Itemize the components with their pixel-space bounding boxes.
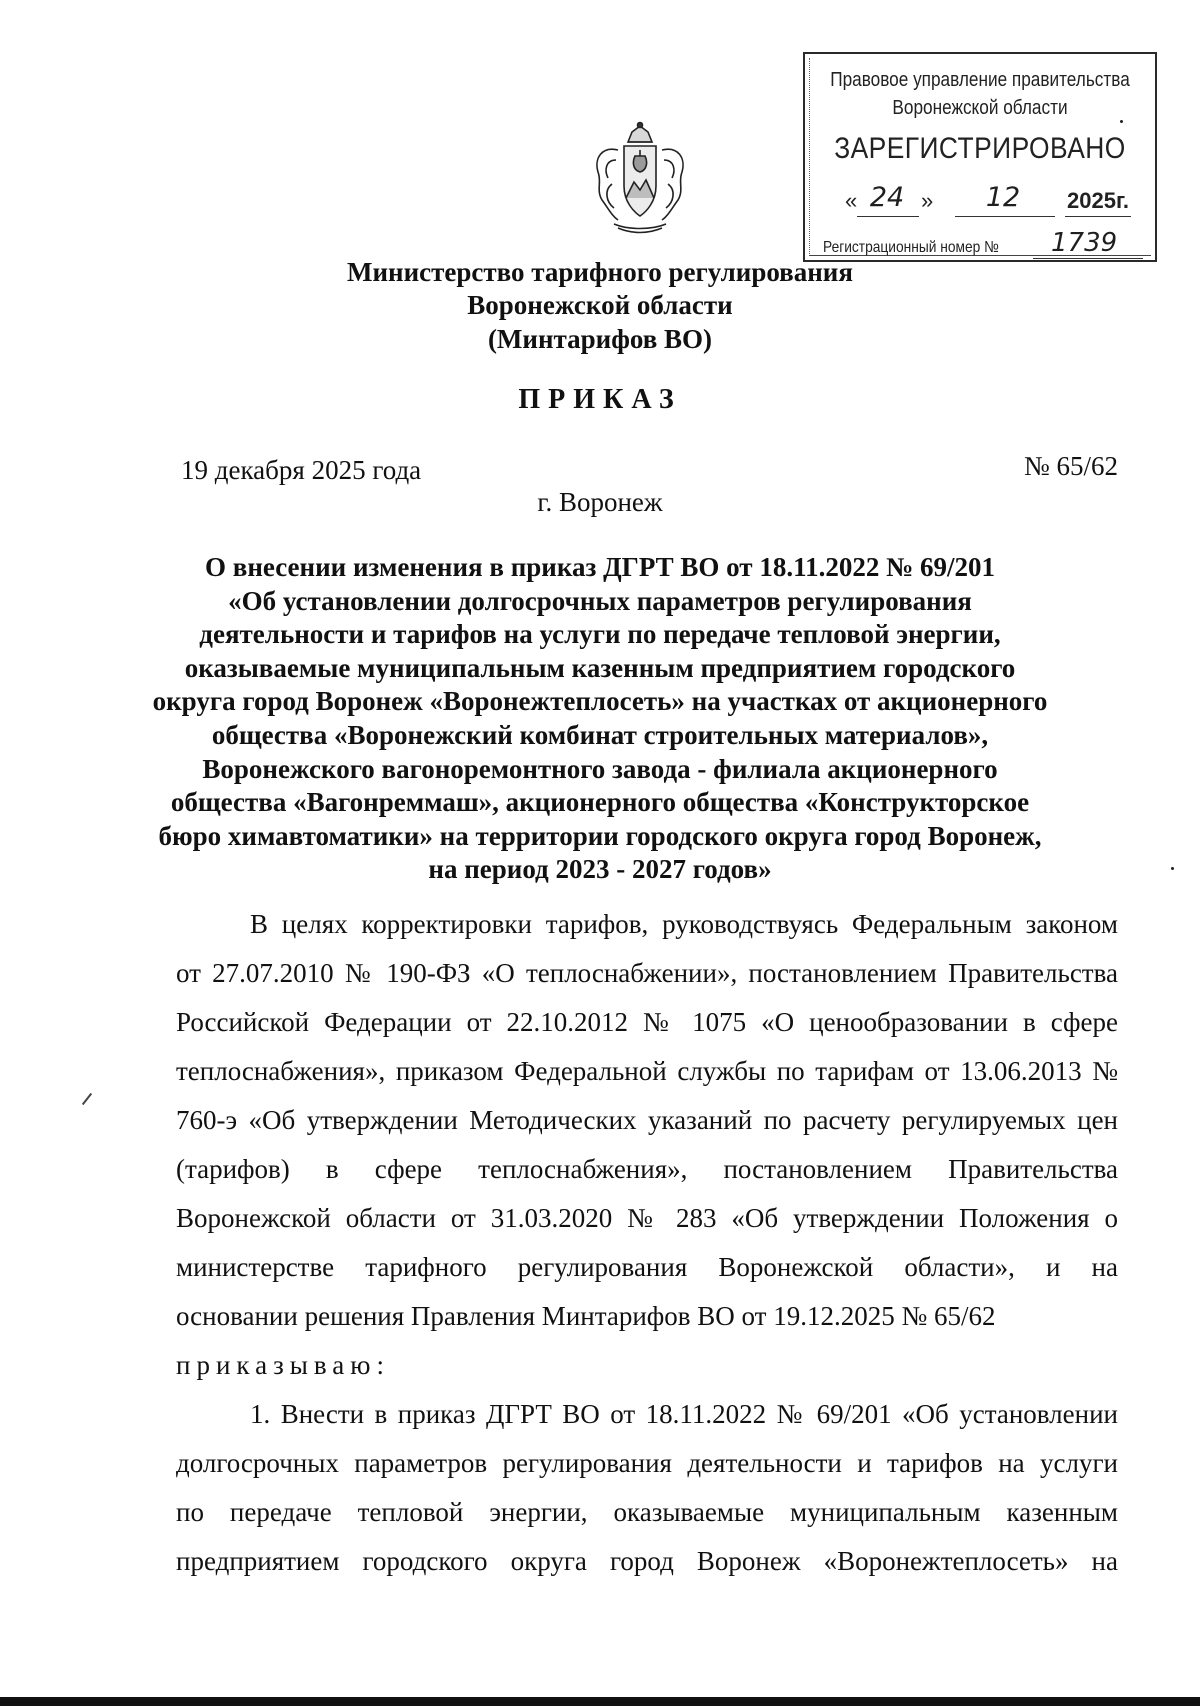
item1-line: долгосрочных параметров регулирования деятельности и тарифов на услуги	[176, 1448, 1118, 1478]
stamp-org-line1: Правовое управление правительства	[830, 69, 1130, 91]
scan-speck	[1171, 867, 1174, 870]
ministry-abbreviation: (Минтарифов ВО)	[487, 324, 713, 354]
title-line: на период 2023 - 2027 годов»	[428, 854, 772, 885]
stamp-quote-close: »	[921, 188, 934, 213]
ministry-name: Министерство тарифного регулирования	[347, 257, 853, 287]
stamp-organization	[830, 66, 1131, 122]
ministry-region: Воронежской области	[467, 290, 733, 320]
title-line: Воронежского вагоноремонтного завода - филиала акционерного	[202, 753, 998, 784]
preamble-line: В целях корректировки тарифов, руководствуясь Федеральным законом	[250, 909, 1118, 939]
preamble-line: (тарифов) в сфере теплоснабжения», постановлением Правительства	[176, 1154, 1118, 1184]
title-line: оказываемые муниципальным казенным предприятием городского	[184, 652, 1016, 683]
coat-of-arms-emblem	[588, 120, 692, 236]
scan-bottom-edge	[0, 1697, 1200, 1706]
preamble-line: Российской Федерации от 22.10.2012 № 1075 «О ценообразовании в сфере	[176, 1007, 1118, 1037]
document-date: 19 декабря 2025 года	[181, 455, 422, 485]
item1-line: 1. Внести в приказ ДГРТ ВО от 18.11.2022 № 69/201 «Об установлении	[250, 1399, 1118, 1429]
coat-of-arms-icon	[588, 120, 692, 236]
item1-line: по передаче тепловой энергии, оказываемые муниципальным казенным	[176, 1497, 1118, 1527]
stamp-day: 24	[869, 182, 905, 213]
title-line: О внесении изменения в приказ ДГРТ ВО от 18.11.2022 № 69/201	[205, 552, 995, 582]
stamp-month: 12	[985, 182, 1021, 213]
stamp-year-underline	[1065, 216, 1131, 217]
stamp-month-underline	[955, 216, 1055, 217]
title-line: общества «Вагонреммаш», акционерного общества «Конструкторское	[170, 787, 1030, 818]
preamble-line: теплоснабжения», приказом Федеральной службы по тарифам от 13.06.2013 №	[176, 1056, 1118, 1086]
preamble-line: 760-э «Об утверждении Методических указаний по расчету регулируемых цен	[176, 1105, 1118, 1135]
stamp-day-underline	[857, 216, 919, 217]
stamp-quote-open: «	[845, 188, 858, 213]
stamp-reg-number-value: 1739	[1051, 228, 1118, 258]
preamble-line: Воронежской области от 31.03.2020 № 283 «Об утверждении Положения о	[176, 1203, 1118, 1233]
order-word: приказываю:	[176, 1350, 390, 1380]
stamp-registered-label: ЗАРЕГИСТРИРОВАНО	[834, 132, 1126, 165]
title-line: «Об установлении долгосрочных параметров регулирования	[228, 585, 972, 616]
document-number: № 65/62	[1023, 451, 1118, 481]
title-line: деятельности и тарифов на услуги по передаче тепловой энергии,	[199, 619, 1001, 650]
title-line: округа город Воронеж «Воронежтеплосеть» на участках от акционерного	[152, 686, 1048, 717]
stamp-reg-number-label: Регистрационный номер №	[823, 239, 999, 256]
stamp-registration-date	[845, 182, 1135, 218]
preamble-line: министерстве тарифного регулирования Воронежской области», и на	[176, 1252, 1118, 1282]
scan-mark	[82, 1093, 92, 1105]
preamble-line: основании решения Правления Минтарифов ВО от 19.12.2025 № 65/62	[176, 1301, 996, 1331]
stamp-year: 2025г.	[1067, 188, 1130, 213]
title-line: бюро химавтоматики» на территории городского округа город Воронеж,	[158, 820, 1042, 851]
registration-stamp	[803, 52, 1157, 262]
title-line: общества «Воронежский комбинат строительных материалов»,	[211, 719, 989, 750]
document-city: г. Воронеж	[537, 487, 663, 517]
item1-line: предприятием городского округа город Воронеж «Воронежтеплосеть» на	[176, 1546, 1118, 1576]
document-type-heading: ПРИКАЗ	[518, 384, 682, 415]
scan-speck	[1120, 120, 1123, 123]
document-title	[140, 551, 1060, 887]
preamble-line: от 27.07.2010 № 190-ФЗ «О теплоснабжении», постановлением Правительства	[176, 958, 1118, 988]
stamp-org-line2: Воронежской области	[892, 97, 1068, 119]
